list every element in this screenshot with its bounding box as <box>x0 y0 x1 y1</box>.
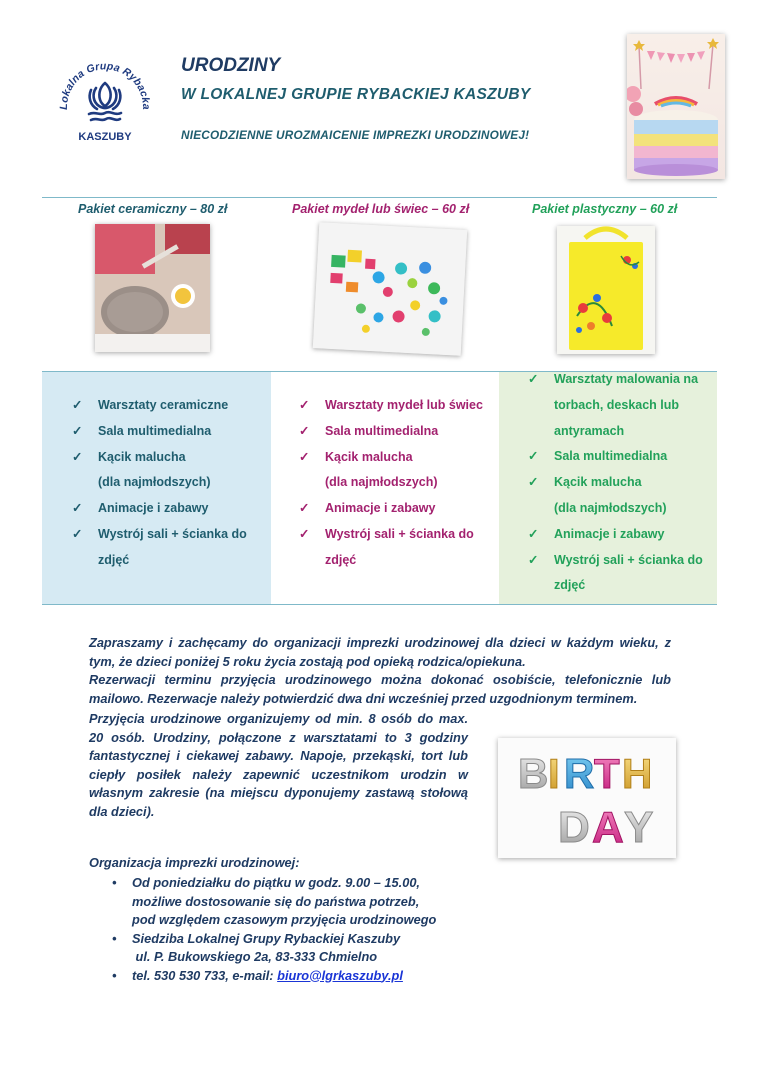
list-item <box>528 522 703 548</box>
list-item-sublabel: antyramach <box>554 423 625 438</box>
bullet-icon: • <box>112 875 117 890</box>
list-item-label: Kącik malucha <box>325 449 413 464</box>
contact-phone: tel. 530 530 733, e-mail: <box>132 967 278 983</box>
list-item <box>299 445 483 497</box>
list-item <box>72 393 247 419</box>
checkmark-icon: ✓ <box>528 449 539 464</box>
reservation-paragraph: Rezerwacji terminu przyjęcia urodzinowego można dokonać osobiście, telefonicznie lub mailowo. Rezerwacje należy potwierdzić dwa dni wcześniej przed uzgodnionym terminem. <box>89 672 671 706</box>
list-item <box>528 548 703 600</box>
list-item-sublabel: torbach, deskach lub <box>554 397 680 412</box>
list-item-label: Kącik malucha <box>554 475 642 490</box>
list-item-label: Sala multimedialna <box>98 423 212 438</box>
logo-bottom-text: KASZUBY <box>78 131 132 143</box>
party-details-paragraph: Przyjęcia urodzinowe organizujemy od min. 8 osób do max. 20 osób. Urodziny, połączone z warsztatami to 3 godziny fantastycznej i ciekawej zabawy. Napoje, przekąski, tort lub ciepły posiłek należy zapewnić uczestnikom urodzin w własnym zakresie (na miejscu dyponujemy zastawą stołową dla dzieci). <box>89 711 468 819</box>
checkmark-icon: ✓ <box>72 398 83 412</box>
svg-text:I: I <box>548 750 560 797</box>
package-soap-title: Pakiet mydeł lub świec – 60 zł <box>292 202 470 216</box>
address-line-2: ul. P. Bukowskiego 2a, 83-333 Chmielno <box>132 949 378 964</box>
list-item <box>528 470 703 522</box>
list-item-label: Wystrój sali + ścianka do <box>98 526 247 541</box>
checkmark-icon: ✓ <box>528 372 539 386</box>
svg-text:R: R <box>564 750 595 797</box>
painted-bag-photo <box>557 226 655 354</box>
checkmark-icon: ✓ <box>528 526 539 541</box>
tote-bag-icon <box>557 226 655 354</box>
svg-text:Lokalna Grupa Rybacka <box>58 60 152 110</box>
list-item <box>528 444 703 470</box>
list-item-label: Sala multimedialna <box>554 449 668 464</box>
list-item-label: Kącik malucha <box>98 449 186 464</box>
package-ceramic-title: Pakiet ceramiczny – 80 zł <box>78 202 228 216</box>
logo <box>55 50 155 150</box>
page-subtitle: W LOKALNEJ GRUPIE RYBACKIEJ KASZUBY <box>181 86 531 103</box>
checkmark-icon: ✓ <box>72 501 83 516</box>
package-ceramic-list <box>72 393 247 574</box>
checkmark-icon: ✓ <box>528 552 539 567</box>
svg-text:H: H <box>622 750 653 797</box>
hours-line-3: pod względem czasowym przyjęcia urodzinowego <box>132 912 437 927</box>
soap-molds-photo <box>313 222 467 356</box>
list-item-sublabel: zdjęć <box>98 552 130 567</box>
list-item-label: Warsztaty malowania na <box>554 372 699 386</box>
birthday-cake-icon <box>627 34 725 179</box>
list-item-label: Sala multimedialna <box>325 423 439 438</box>
header-divider <box>42 197 717 198</box>
list-item-label: Wystrój sali + ścianka do <box>554 552 703 567</box>
cake-photo <box>627 34 725 179</box>
package-art-list <box>528 367 703 599</box>
organization-list <box>112 874 532 985</box>
list-item-sublabel: zdjęć <box>325 552 357 567</box>
clay-icon <box>95 224 210 352</box>
svg-text:A: A <box>592 803 624 852</box>
list-item-sublabel: (dla najmłodszych) <box>554 500 667 515</box>
package-art-title: Pakiet plastyczny – 60 zł <box>532 202 678 216</box>
logo-arc-text: Lokalna Grupa Rybacka <box>57 60 153 110</box>
list-item <box>72 522 247 574</box>
checkmark-icon: ✓ <box>299 526 310 541</box>
checkmark-icon: ✓ <box>299 398 310 412</box>
list-item-label: Warsztaty mydeł lub świec <box>325 398 483 412</box>
ceramic-workshop-photo <box>95 224 210 352</box>
list-item <box>72 419 247 445</box>
hours-line-1: Od poniedziałku do piątku w godz. 9.00 – 15.00, <box>132 875 420 890</box>
list-item <box>72 496 247 522</box>
list-item <box>299 496 483 522</box>
page-tagline: NIECODZIENNE UROZMAICENIE IMPREZKI URODZINOWEJ! <box>181 128 530 142</box>
email-link[interactable]: biuro@lgrkaszuby.pl <box>277 967 403 983</box>
svg-text:Y: Y <box>624 803 654 852</box>
list-item-label: Animacje i zabawy <box>325 501 436 516</box>
organization-heading: Organizacja imprezki urodzinowej: <box>89 855 300 870</box>
checkmark-icon: ✓ <box>72 526 83 541</box>
list-item-sublabel: (dla najmłodszych) <box>98 475 211 490</box>
page-title: URODZINY <box>181 55 281 76</box>
birthday-balloons-photo <box>498 738 676 858</box>
checkmark-icon: ✓ <box>72 449 83 464</box>
bullet-icon: • <box>112 930 117 946</box>
packages-bottom-divider <box>42 604 717 605</box>
list-item <box>299 393 483 419</box>
list-item-sublabel: (dla najmłodszych) <box>325 475 438 490</box>
hours-line-2: możliwe dostosowanie się do państwa potrzeb, <box>132 893 420 909</box>
balloon-letters-icon <box>498 738 676 858</box>
list-item <box>112 930 532 967</box>
list-item-label: Animacje i zabawy <box>98 501 209 516</box>
checkmark-icon: ✓ <box>72 423 83 438</box>
svg-text:D: D <box>558 803 590 852</box>
list-item <box>299 522 483 574</box>
checkmark-icon: ✓ <box>299 501 310 516</box>
checkmark-icon: ✓ <box>299 423 310 438</box>
list-item <box>112 874 532 930</box>
fish-lily-logo-icon <box>55 50 155 150</box>
svg-text:T: T <box>594 750 620 797</box>
list-item <box>528 367 703 444</box>
checkmark-icon: ✓ <box>299 449 310 464</box>
list-item <box>72 445 247 497</box>
soap-molds-icon <box>313 222 467 356</box>
intro-paragraph: Zapraszamy i zachęcamy do organizacji imprezki urodzinowej dla dzieci w każdym wieku, z tym, że dzieci poniżej 5 roku życia zostają pod opieką rodzica/opiekuna. <box>89 635 671 669</box>
list-item-label: Warsztaty ceramiczne <box>98 398 229 412</box>
list-item <box>112 967 532 986</box>
bullet-icon: • <box>112 967 117 983</box>
list-item-sublabel: zdjęć <box>554 578 586 593</box>
list-item-label: Animacje i zabawy <box>554 526 665 541</box>
address-line-1: Siedziba Lokalnej Grupy Rybackiej Kaszuby <box>132 930 401 946</box>
svg-text:B: B <box>518 750 549 797</box>
list-item <box>299 419 483 445</box>
checkmark-icon: ✓ <box>528 475 539 490</box>
package-soap-list <box>299 393 483 574</box>
list-item-label: Wystrój sali + ścianka do <box>325 526 474 541</box>
